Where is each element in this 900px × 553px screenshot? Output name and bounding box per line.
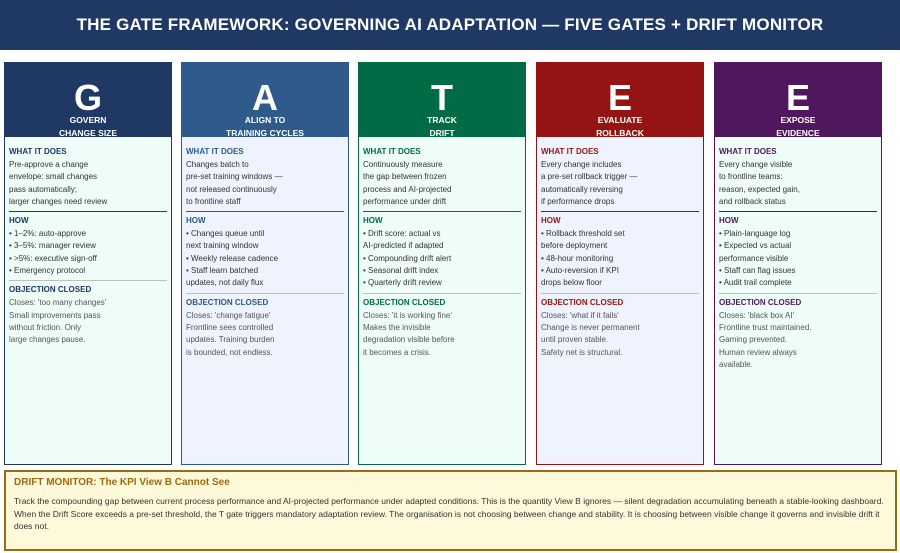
how-list: [719, 228, 877, 289]
gate-title-line: TRAINING CYCLES: [226, 128, 304, 138]
how-line: • Staff learn batched: [186, 266, 259, 276]
how-line: next training window: [186, 241, 259, 251]
how-list: [363, 228, 521, 289]
objection-closed-line: it becomes a crisis.: [363, 347, 432, 357]
what-it-does-line: process and AI-projected: [363, 184, 452, 194]
what-it-does-line: Pre-approve a change: [9, 160, 89, 169]
gate-body: [537, 137, 703, 359]
objection-closed-line: updates. Training burden: [186, 335, 275, 345]
how-line: • Seasonal drift index: [363, 266, 439, 276]
gate-card-4: [536, 62, 704, 465]
how-line: • Weekly release cadence: [186, 253, 279, 263]
what-it-does-heading: WHAT IT DOES: [9, 147, 67, 156]
gate-title-line: TRACK: [427, 115, 457, 125]
gate-card-1: [4, 62, 172, 465]
what-it-does-line: not released continuously: [186, 184, 277, 194]
gate-letter: T: [431, 77, 453, 118]
what-it-does-line: automatically reversing: [541, 184, 623, 194]
section-divider: [9, 280, 167, 281]
section-divider: [541, 293, 699, 294]
how-line: • Auto-reversion if KPI: [541, 266, 619, 276]
gate-header: [715, 63, 881, 137]
objection-closed-line: Closes: 'change fatigue': [186, 310, 271, 320]
what-it-does-line: reason, expected gain,: [719, 184, 800, 194]
objection-closed-line: without friction. Only: [9, 322, 82, 332]
gate-title-line: DRIFT: [429, 128, 455, 138]
what-it-does-line: envelope: small changes: [9, 172, 98, 182]
what-it-does-list: [9, 159, 167, 208]
how-heading: HOW: [9, 216, 29, 226]
objection-closed-list: [541, 310, 699, 359]
gate-card-3: [358, 62, 526, 465]
how-heading: HOW: [719, 216, 739, 226]
gate-title: [5, 114, 171, 140]
what-it-does-line: pass automatically;: [9, 184, 78, 194]
what-it-does-line: Continuously measure: [363, 160, 443, 169]
how-line: • Drift score: actual vs: [363, 229, 441, 239]
gate-body: [715, 137, 881, 371]
how-line: • Expected vs actual: [719, 241, 792, 251]
gate-header: [359, 63, 525, 137]
how-line: • Staff can flag issues: [719, 266, 796, 276]
section-divider: [363, 211, 521, 212]
title-banner: [0, 0, 900, 50]
how-heading: HOW: [186, 216, 206, 226]
objection-closed-heading: OBJECTION CLOSED: [363, 297, 446, 307]
what-it-does-line: to frontline staff: [186, 196, 241, 206]
how-line: • 1–2%: auto-approve: [9, 229, 87, 239]
gate-title-line: ALIGN TO: [244, 115, 286, 125]
objection-closed-line: Closes: 'black box AI': [719, 310, 795, 320]
gate-letter: E: [785, 77, 810, 118]
drift-monitor-title: DRIFT MONITOR: The KPI View B Cannot See: [14, 477, 230, 488]
objection-closed-line: Safety net is structural.: [541, 347, 623, 357]
what-it-does-heading: WHAT IT DOES: [186, 147, 244, 156]
objection-closed-line: available.: [719, 359, 753, 369]
what-it-does-line: pre-set training windows —: [186, 172, 283, 182]
objection-closed-line: Frontline trust maintained.: [719, 322, 812, 332]
how-line: before deployment: [541, 241, 608, 251]
section-divider: [719, 293, 877, 294]
section-divider: [186, 211, 344, 212]
objection-closed-line: degradation visible before: [363, 335, 455, 345]
gate-title: [715, 114, 881, 140]
objection-closed-line: Closes: 'it is working fine': [363, 310, 452, 320]
objection-closed-heading: OBJECTION CLOSED: [541, 297, 624, 307]
what-it-does-heading: WHAT IT DOES: [363, 147, 421, 156]
section-divider: [363, 293, 521, 294]
what-it-does-line: Every change visible: [719, 160, 793, 169]
gate-title-line: EVIDENCE: [776, 128, 820, 138]
gate-title-line: ROLLBACK: [596, 128, 644, 138]
how-line: performance visible: [719, 253, 789, 263]
how-line: drops below floor: [541, 278, 602, 288]
section-divider: [186, 293, 344, 294]
how-line: AI-predicted if adapted: [363, 241, 444, 251]
what-it-does-heading: WHAT IT DOES: [541, 147, 599, 156]
what-it-does-line: the gap between frozen: [363, 172, 447, 182]
objection-closed-line: is bounded, not endless.: [186, 347, 273, 357]
objection-closed-list: [186, 310, 344, 359]
section-divider: [541, 211, 699, 212]
how-line: • >5%: executive sign-off: [9, 253, 97, 263]
what-it-does-heading: WHAT IT DOES: [719, 147, 777, 156]
gate-header: [5, 63, 171, 137]
objection-closed-heading: OBJECTION CLOSED: [186, 297, 269, 307]
how-line: updates, not daily flux: [186, 278, 264, 288]
how-line: • Audit trail complete: [719, 278, 792, 288]
objection-closed-line: Closes: 'too many changes': [9, 298, 107, 308]
gate-letter: A: [252, 77, 278, 118]
what-it-does-line: performance under drift: [363, 196, 447, 206]
gate-body: [5, 137, 171, 347]
how-line: • 3–5%: manager review: [9, 241, 96, 251]
gate-body: [182, 137, 348, 359]
objection-closed-line: until proven stable.: [541, 335, 609, 345]
how-line: • Rollback threshold set: [541, 229, 625, 239]
gate-letter: E: [607, 77, 632, 118]
objection-closed-line: Gaming prevented.: [719, 335, 788, 345]
page-title: THE GATE FRAMEWORK: GOVERNING AI ADAPTATION — FIVE GATES + DRIFT MONITOR: [76, 15, 824, 34]
gate-title-line: EVALUATE: [597, 115, 643, 125]
how-line: • 48-hour monitoring: [541, 253, 614, 263]
objection-closed-line: large changes pause.: [9, 335, 86, 345]
what-it-does-line: if performance drops: [541, 196, 615, 206]
what-it-does-list: [719, 159, 877, 208]
gate-title: [359, 114, 525, 140]
what-it-does-line: a pre-set rollback trigger —: [541, 172, 638, 182]
gate-title: [182, 114, 348, 140]
objection-closed-line: Frontline sees controlled: [186, 322, 274, 332]
gate-title-line: GOVERN: [69, 115, 107, 125]
gate-title: [537, 114, 703, 140]
objection-closed-heading: OBJECTION CLOSED: [9, 285, 92, 295]
section-divider: [719, 211, 877, 212]
what-it-does-list: [186, 159, 344, 208]
objection-closed-line: Small improvements pass: [9, 310, 101, 320]
drift-monitor-text: Track the compounding gap between current process performance and AI-projected performance under adapted conditions. This is the quantity View B ignores — silent degradation accumulating beneath a stable-looking dashboard. When the Drift Score exceeds a pre-set threshold, the T gate triggers mandatory adaptation review. The organisation is not choosing between change and stability. It is choosing between visible change it governs and invisible drift it does not.: [14, 496, 884, 531]
drift-monitor-panel: [4, 470, 897, 551]
how-line: • Emergency protocol: [9, 266, 86, 276]
section-divider: [9, 211, 167, 212]
gate-title-line: EXPOSE: [780, 115, 816, 125]
gate-card-2: [181, 62, 349, 465]
what-it-does-line: Every change includes: [541, 160, 622, 169]
what-it-does-list: [363, 159, 521, 208]
objection-closed-line: Makes the invisible: [363, 322, 431, 332]
how-line: • Compounding drift alert: [363, 253, 452, 263]
gate-header: [182, 63, 348, 137]
what-it-does-line: larger changes need review: [9, 196, 108, 206]
how-heading: HOW: [363, 216, 383, 226]
how-line: • Quarterly drift review: [363, 278, 442, 288]
objection-closed-line: Human review always: [719, 347, 797, 357]
gate-title-line: CHANGE SIZE: [58, 128, 118, 138]
what-it-does-line: and rollback status: [719, 196, 786, 206]
objection-closed-line: Closes: 'what if it fails': [541, 310, 619, 320]
objection-closed-list: [9, 297, 167, 346]
gate-card-5: [714, 62, 882, 465]
objection-closed-list: [719, 310, 877, 371]
what-it-does-list: [541, 159, 699, 208]
objection-closed-heading: OBJECTION CLOSED: [719, 297, 802, 307]
gate-body: [359, 137, 525, 359]
how-heading: HOW: [541, 216, 561, 226]
objection-closed-list: [363, 310, 521, 359]
how-line: • Plain-language log: [719, 229, 791, 239]
gate-header: [537, 63, 703, 137]
what-it-does-line: Changes batch to: [186, 160, 249, 169]
gate-letter: G: [73, 77, 102, 118]
how-line: • Changes queue until: [186, 229, 265, 239]
how-list: [541, 228, 699, 289]
how-list: [9, 228, 167, 277]
objection-closed-line: Change is never permanent: [541, 322, 640, 332]
what-it-does-line: to frontline teams:: [719, 172, 783, 182]
how-list: [186, 228, 344, 289]
